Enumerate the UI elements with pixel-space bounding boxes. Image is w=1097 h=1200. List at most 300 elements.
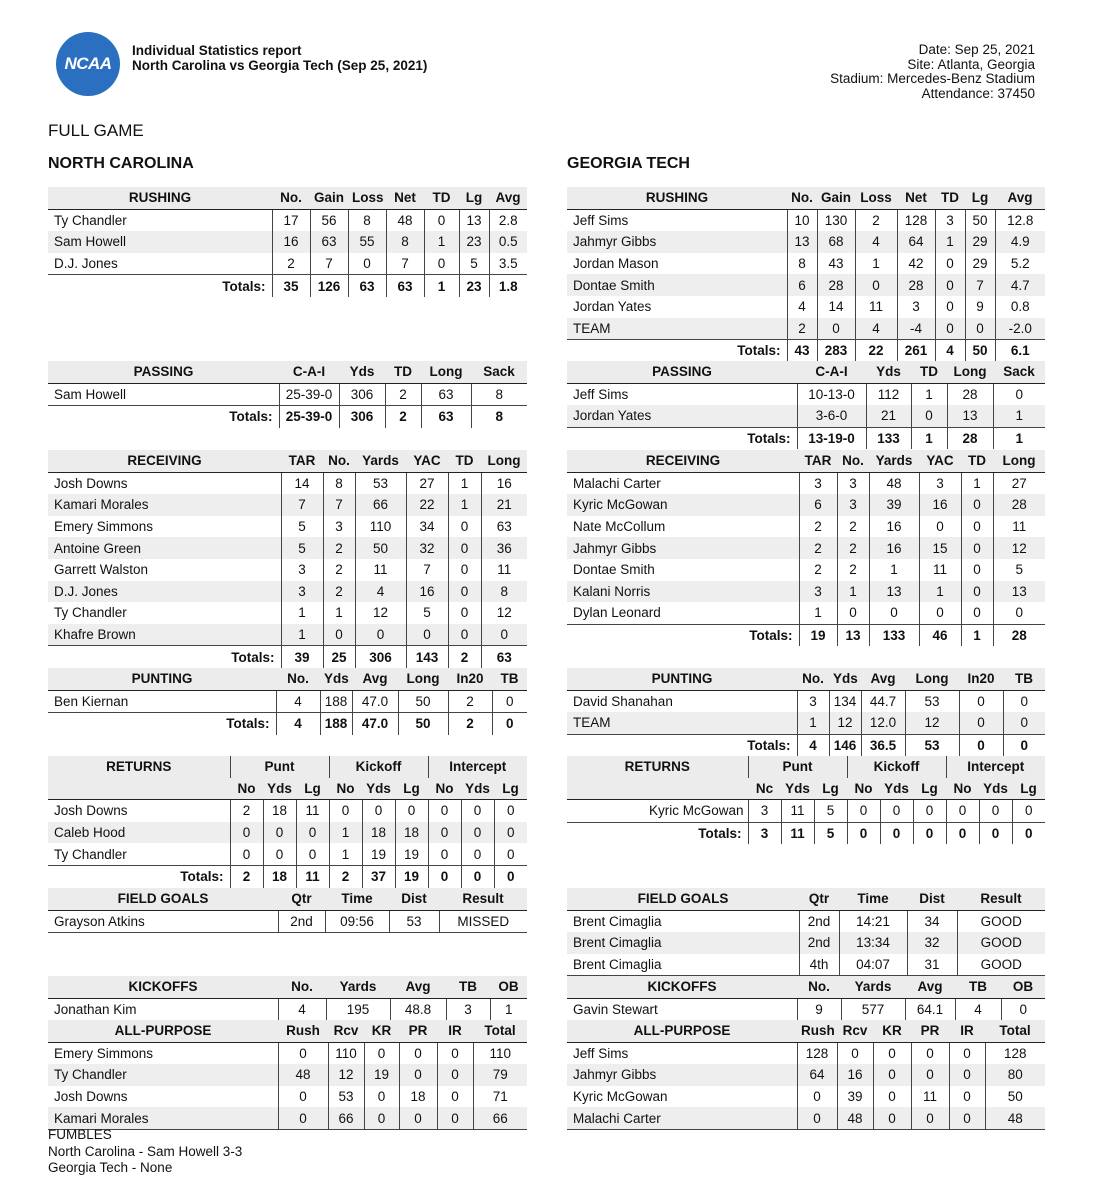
player-name: Gavin Stewart	[567, 998, 797, 1021]
stat-cell: 0	[993, 602, 1045, 624]
total-cell: 1	[961, 624, 993, 646]
gt-receiving-table	[567, 450, 1045, 646]
period-label: FULL GAME	[48, 121, 144, 140]
stat-cell: 4.7	[995, 274, 1045, 296]
nc-punting-table	[48, 668, 527, 735]
total-cell: 43	[787, 340, 817, 362]
nc-returns-table	[48, 756, 527, 888]
column-header: No	[428, 778, 461, 800]
column-header: Avg	[352, 668, 398, 690]
stat-cell: 19	[364, 1064, 399, 1086]
stat-cell: 0	[481, 624, 527, 646]
column-header: No.	[837, 450, 869, 472]
column-header: Loss	[855, 187, 897, 209]
stat-cell: 0	[959, 712, 1003, 734]
stat-cell: 0	[364, 1086, 399, 1108]
totals-row	[48, 713, 527, 735]
total-cell: 5	[814, 822, 847, 844]
total-cell: 36.5	[861, 734, 905, 756]
stat-cell: 48	[278, 1064, 328, 1086]
stat-cell: 3	[837, 472, 869, 494]
stat-cell: 13	[459, 209, 489, 231]
fumbles-title: FUMBLES	[48, 1127, 112, 1142]
fumbles-gt: Georgia Tech - None	[48, 1160, 173, 1175]
stat-cell: 0	[961, 602, 993, 624]
total-cell: 28	[993, 624, 1045, 646]
stat-cell: 31	[907, 954, 957, 976]
column-header: Yards	[355, 450, 406, 472]
stat-cell: 0	[949, 1086, 985, 1108]
stat-cell: 2	[799, 537, 837, 559]
stat-cell: 0	[329, 800, 362, 822]
stat-cell: 18	[395, 822, 428, 844]
stat-cell: 0	[913, 800, 946, 823]
stat-cell: 1	[797, 712, 829, 734]
player-name: Jahmyr Gibbs	[567, 1064, 797, 1086]
total-cell: 28	[947, 427, 993, 449]
total-cell: 0	[880, 822, 913, 844]
stat-cell: 12.0	[861, 712, 905, 734]
stat-cell: 0	[296, 843, 329, 865]
total-cell: 2	[448, 646, 481, 668]
stat-cell: 0	[437, 1107, 473, 1129]
stat-cell: 19	[362, 843, 395, 865]
stat-cell: 0	[1001, 998, 1045, 1021]
gt-field-goals-table	[567, 888, 1045, 976]
table-row	[48, 581, 527, 603]
stat-cell: 18	[362, 822, 395, 844]
column-header: Lg	[395, 778, 428, 800]
stat-cell: 4th	[799, 954, 839, 976]
total-cell: 0	[946, 822, 979, 844]
section-title: KICKOFFS	[48, 976, 278, 998]
stat-cell: 0	[428, 843, 461, 865]
column-header: Yds	[979, 778, 1012, 800]
player-name: Sam Howell	[48, 231, 272, 253]
table-row	[567, 602, 1045, 624]
stat-cell: 8	[386, 231, 424, 253]
player-name: Kyric McGowan	[567, 494, 799, 516]
column-header: Long	[481, 450, 527, 472]
column-header: Dist	[389, 888, 439, 910]
player-name: Jahmyr Gibbs	[567, 231, 787, 253]
game-attendance: Attendance: 37450	[921, 85, 1035, 101]
table-row	[567, 954, 1045, 976]
section-title: RECEIVING	[567, 450, 799, 472]
stat-cell: 306	[339, 383, 385, 406]
column-header: Long	[421, 361, 471, 383]
column-header: No	[946, 778, 979, 800]
total-cell: 2	[230, 865, 263, 887]
stat-cell: 79	[473, 1064, 527, 1086]
stat-cell: 0	[961, 581, 993, 603]
stat-cell: 11	[855, 296, 897, 318]
player-name: Jordan Yates	[573, 299, 652, 315]
stat-cell: 2nd	[799, 910, 839, 932]
table-header-row	[567, 976, 1045, 998]
table-header-row	[48, 888, 527, 910]
column-header: OB	[490, 976, 527, 998]
stat-cell: 2	[272, 253, 310, 275]
stat-cell: 0	[1003, 712, 1045, 734]
stat-cell: 12.8	[995, 209, 1045, 231]
total-cell: 11	[296, 865, 329, 887]
stat-cell: 22	[406, 494, 448, 516]
column-header: TAR	[799, 450, 837, 472]
table-row	[48, 602, 527, 624]
table-row	[48, 1086, 527, 1108]
stat-cell: 04:07	[839, 954, 907, 976]
stat-cell: 0	[873, 1064, 911, 1086]
stat-cell: 0	[919, 602, 961, 624]
table-row	[48, 559, 527, 581]
stat-cell: 8	[471, 383, 527, 406]
stat-cell: 2	[230, 800, 263, 822]
section-title: PUNTING	[567, 668, 797, 690]
stat-cell: 44.7	[861, 690, 905, 712]
stat-cell: 3	[919, 472, 961, 494]
gt-all-purpose-table	[567, 1020, 1045, 1130]
stat-cell: 9	[797, 998, 841, 1021]
stat-cell: 0	[993, 383, 1045, 405]
total-cell: 1	[911, 427, 947, 449]
column-header: TB	[492, 668, 527, 690]
fumbles-nc: North Carolina - Sam Howell 3-3	[48, 1143, 243, 1159]
section-title: FIELD GOALS	[48, 888, 278, 910]
column-header: No.	[276, 668, 320, 690]
stat-cell: 48	[985, 1107, 1045, 1129]
column-header: Yds	[362, 778, 395, 800]
table-row	[567, 274, 1045, 296]
column-header: Lg	[459, 187, 489, 209]
stat-cell: 36	[481, 537, 527, 559]
game-stadium: Stadium: Mercedes-Benz Stadium	[830, 71, 1035, 86]
table-header-row	[567, 1020, 1045, 1042]
column-header: Yds	[461, 778, 494, 800]
totals-row	[567, 822, 1045, 844]
stat-cell: 18	[399, 1086, 437, 1108]
column-header: Qtr	[799, 888, 839, 910]
stat-cell: 12	[829, 712, 861, 734]
stat-cell: 0	[437, 1086, 473, 1108]
stat-cell: 2	[837, 559, 869, 581]
stat-cell: 0	[448, 516, 481, 538]
stat-cell: 5.2	[995, 253, 1045, 275]
totals-label: Totals:	[48, 865, 230, 887]
stat-cell: 1	[281, 624, 323, 646]
column-header: Total	[985, 1020, 1045, 1042]
player-name: Dontae Smith	[573, 562, 655, 578]
stat-cell: 195	[326, 998, 390, 1021]
stat-cell: 577	[841, 998, 905, 1021]
stat-cell: 0	[230, 822, 263, 844]
stat-cell: 0	[869, 602, 919, 624]
section-title: PASSING	[567, 361, 797, 383]
table-header-row	[48, 1020, 527, 1042]
stat-cell: 12	[328, 1064, 364, 1086]
table-row	[48, 998, 527, 1021]
total-cell: 4	[276, 713, 320, 735]
total-cell: 4	[797, 734, 829, 756]
stat-cell: 5	[459, 253, 489, 275]
column-header: No.	[797, 976, 841, 998]
column-header: Avg	[861, 668, 905, 690]
column-header: Long	[947, 361, 993, 383]
player-name: Emery Simmons	[54, 519, 154, 535]
stat-cell: 0	[949, 1042, 985, 1064]
table-row	[567, 1064, 1045, 1086]
player-name: Nate McCollum	[573, 519, 666, 535]
nc-passing-table	[48, 361, 527, 428]
player-name: Antoine Green	[48, 537, 281, 559]
stat-cell: 16	[481, 472, 527, 494]
table-row	[48, 1042, 527, 1064]
stat-cell: 1	[935, 231, 965, 253]
stat-cell: 4	[855, 318, 897, 340]
stat-cell: GOOD	[957, 932, 1045, 954]
column-header: No.	[272, 187, 310, 209]
stat-cell: 0	[1012, 800, 1045, 823]
stat-cell: 16	[919, 494, 961, 516]
stat-cell: 28	[993, 494, 1045, 516]
column-header: In20	[959, 668, 1003, 690]
stat-cell: 2	[323, 537, 355, 559]
player-name: Brent Cimaglia	[573, 913, 662, 929]
totals-row	[48, 865, 527, 887]
stat-cell: 0	[399, 1042, 437, 1064]
column-header: Dist	[907, 888, 957, 910]
stat-cell: 0	[494, 843, 527, 865]
stat-cell: 0	[847, 800, 880, 823]
column-header: No.	[797, 668, 829, 690]
column-header: Long	[905, 668, 959, 690]
player-name: Ty Chandler	[54, 846, 127, 862]
stat-cell: 2nd	[278, 910, 325, 933]
table-row	[567, 209, 1045, 231]
stat-cell: 3	[799, 581, 837, 603]
stat-cell: 11	[919, 559, 961, 581]
stat-cell: 0	[935, 318, 965, 340]
section-title: PUNTING	[48, 668, 276, 690]
stat-cell: 42	[897, 253, 935, 275]
stat-cell: 2	[448, 690, 492, 713]
stat-cell: 53	[355, 472, 406, 494]
column-header: Lg	[296, 778, 329, 800]
column-header: Yards	[326, 976, 390, 998]
column-header: Qtr	[278, 888, 325, 910]
stat-cell: 28	[817, 274, 855, 296]
stat-cell: 56	[310, 209, 348, 231]
column-header: Long	[398, 668, 448, 690]
stat-cell: 2	[855, 209, 897, 231]
total-cell: 19	[799, 624, 837, 646]
stat-cell: 28	[897, 274, 935, 296]
player-name: Kyric McGowan	[573, 1089, 668, 1105]
stat-cell: 0	[399, 1107, 437, 1129]
table-row	[567, 383, 1045, 405]
totals-row	[48, 275, 527, 297]
column-header: Sack	[993, 361, 1045, 383]
table-row	[567, 494, 1045, 516]
stat-cell: 2	[837, 537, 869, 559]
stat-cell: 55	[348, 231, 386, 253]
totals-label: Totals:	[567, 340, 787, 362]
stat-cell: 28	[947, 383, 993, 405]
column-header: IR	[437, 1020, 473, 1042]
stat-cell: 1	[448, 494, 481, 516]
stat-cell: 0	[492, 690, 527, 713]
stat-cell: 7	[386, 253, 424, 275]
stat-cell: 2	[323, 581, 355, 603]
player-name: Jordan Mason	[573, 256, 659, 272]
table-row	[48, 910, 527, 933]
stat-cell: 43	[817, 253, 855, 275]
gt-passing-table	[567, 361, 1045, 449]
total-cell: 283	[817, 340, 855, 362]
totals-label: Totals:	[567, 822, 748, 844]
stat-cell: 0	[428, 800, 461, 822]
stat-cell: 63	[481, 516, 527, 538]
stat-cell: 3.5	[489, 253, 527, 275]
table-row	[567, 581, 1045, 603]
game-info	[830, 43, 1035, 101]
stat-cell: 0	[873, 1086, 911, 1108]
return-group-header: Kickoff	[329, 756, 428, 778]
column-header: Yds	[880, 778, 913, 800]
stat-cell: 0	[355, 624, 406, 646]
stat-cell: 1	[424, 231, 459, 253]
total-cell: 146	[829, 734, 861, 756]
total-cell: 47.0	[352, 713, 398, 735]
stat-cell: 13	[787, 231, 817, 253]
stat-cell: 7	[965, 274, 995, 296]
table-row	[567, 253, 1045, 275]
player-name: TEAM	[567, 712, 797, 734]
table-row	[48, 472, 527, 494]
stat-cell: 1	[329, 822, 362, 844]
stat-cell: 0	[911, 1064, 949, 1086]
stat-cell: 0	[437, 1042, 473, 1064]
column-header: TAR	[281, 450, 323, 472]
stat-cell: 50	[398, 690, 448, 713]
stat-cell: 3	[935, 209, 965, 231]
stat-cell: 64	[797, 1064, 837, 1086]
column-header: Net	[897, 187, 935, 209]
table-row	[567, 800, 1045, 823]
stat-cell: 39	[837, 1086, 873, 1108]
stat-cell: 53	[389, 910, 439, 933]
player-name: Kamari Morales	[48, 1107, 278, 1129]
stat-cell: 47.0	[352, 690, 398, 713]
table-header-row	[567, 187, 1045, 209]
stat-cell: 1	[837, 581, 869, 603]
total-cell: 3	[748, 822, 781, 844]
gt-returns-table	[567, 756, 1045, 844]
total-cell: 13-19-0	[797, 427, 866, 449]
column-header: C-A-I	[797, 361, 866, 383]
stat-cell: 0	[949, 1107, 985, 1129]
stat-cell: 1	[329, 843, 362, 865]
total-cell: 18	[263, 865, 296, 887]
total-cell: 63	[386, 275, 424, 297]
player-name: David Shanahan	[573, 693, 673, 709]
table-row	[567, 910, 1045, 932]
total-cell: 2	[448, 713, 492, 735]
column-header: KR	[873, 1020, 911, 1042]
stat-cell: MISSED	[439, 910, 527, 933]
table-header-row	[567, 450, 1045, 472]
stat-cell: 63	[421, 383, 471, 406]
total-cell: 0	[428, 865, 461, 887]
stat-cell: 2.8	[489, 209, 527, 231]
player-name: Dylan Leonard	[573, 605, 661, 621]
stat-cell: 53	[328, 1086, 364, 1108]
stat-cell: 0	[364, 1107, 399, 1129]
total-cell: 19	[395, 865, 428, 887]
stat-cell: 0	[961, 559, 993, 581]
stat-cell: 3	[323, 516, 355, 538]
stat-cell: 0	[424, 253, 459, 275]
column-header: Lg	[965, 187, 995, 209]
column-header: Lg	[814, 778, 847, 800]
stat-cell: 13:34	[839, 932, 907, 954]
stat-cell: 0	[263, 843, 296, 865]
return-group-header: Intercept	[428, 756, 527, 778]
stat-cell: 50	[355, 537, 406, 559]
stat-cell: 1	[281, 602, 323, 624]
total-cell: 23	[459, 275, 489, 297]
stat-cell: 7	[310, 253, 348, 275]
table-header-row	[48, 976, 527, 998]
stat-cell: 16	[272, 231, 310, 253]
column-header: TD	[424, 187, 459, 209]
stat-cell: 11	[781, 800, 814, 823]
stat-cell: 16	[406, 581, 448, 603]
column-header: In20	[448, 668, 492, 690]
stat-cell: 0	[797, 1107, 837, 1129]
stat-cell: -4	[897, 318, 935, 340]
totals-label: Totals:	[567, 624, 799, 646]
column-header: Result	[439, 888, 527, 910]
stat-cell: 15	[919, 537, 961, 559]
stat-cell: 0	[797, 1086, 837, 1108]
stat-cell: 9	[965, 296, 995, 318]
stat-cell: 32	[907, 932, 957, 954]
blank-header	[48, 778, 230, 800]
stat-cell: 09:56	[325, 910, 389, 933]
total-cell: 63	[348, 275, 386, 297]
section-title: RETURNS	[624, 759, 690, 775]
stat-cell: 7	[406, 559, 448, 581]
stat-cell: 14	[817, 296, 855, 318]
stat-cell: 34	[907, 910, 957, 932]
totals-label: Totals:	[48, 275, 272, 297]
stat-cell: 0	[919, 516, 961, 538]
stat-cell: 0	[949, 1064, 985, 1086]
player-name: Brent Cimaglia	[567, 954, 799, 976]
stat-cell: 5	[281, 537, 323, 559]
stat-cell: 32	[406, 537, 448, 559]
stat-cell: 34	[406, 516, 448, 538]
total-cell: 1	[993, 427, 1045, 449]
stat-cell: 1	[911, 383, 947, 405]
stat-cell: GOOD	[957, 954, 1045, 976]
section-title: ALL-PURPOSE	[567, 1020, 797, 1042]
stat-cell: 13	[869, 581, 919, 603]
stat-cell: 16	[869, 516, 919, 538]
totals-row	[48, 646, 527, 668]
stat-cell: 0	[961, 494, 993, 516]
